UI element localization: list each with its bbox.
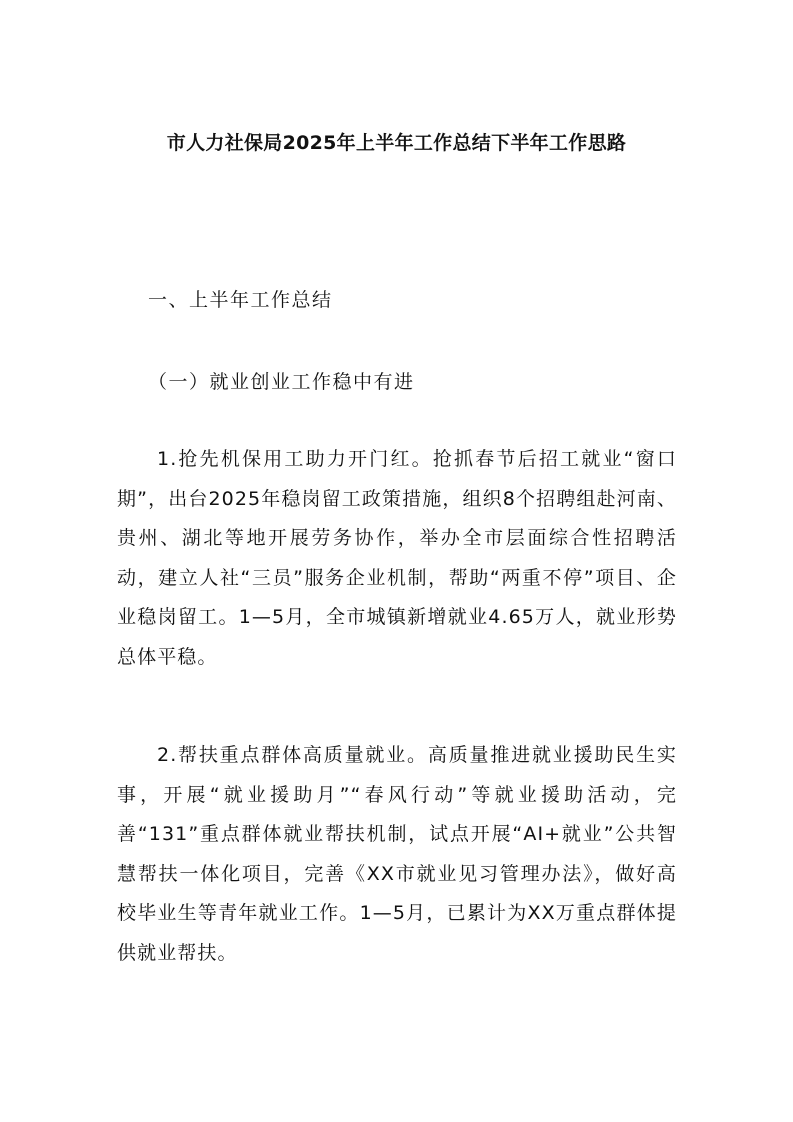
document-title: 市人力社保局2025年上半年工作总结下半年工作思路: [166, 132, 627, 154]
subsection-heading: （一）就业创业工作稳中有进: [148, 371, 415, 393]
section-heading: 一、上半年工作总结: [148, 289, 333, 311]
paragraph-2: 2.帮扶重点群体高质量就业。高质量推进就业援助民生实事，开展“就业援助月”“春风行动”等就业援助活动，完善“131”重点群体就业帮扶机制，试点开展“AI+就业”公共智慧帮扶一体化项目，完善《XX市就业见习管理办法》，做好高校毕业生等青年就业工作。1—5月，已累计为XX万重点群体提供就业帮扶。: [117, 744, 677, 964]
paragraph-1: 1.抢先机保用工助力开门红。抢抓春节后招工就业“窗口期”，出台2025年稳岗留工政策措施，组织8个招聘组赴河南、贵州、湖北等地开展劳务协作，举办全市层面综合性招聘活动，建立人社“三员”服务企业机制，帮助“两重不停”项目、企业稳岗留工。1—5月，全市城镇新增就业4.65万人，就业形势总体平稳。: [117, 448, 677, 668]
